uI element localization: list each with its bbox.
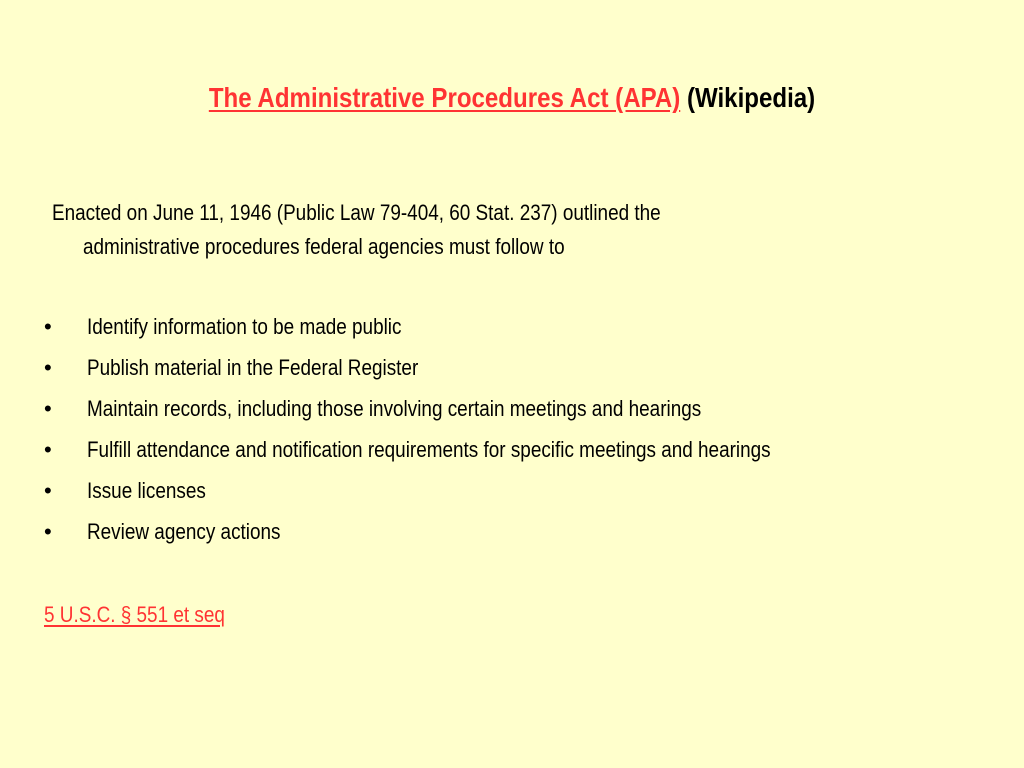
list-item-text: Maintain records, including those involving certain meetings and hearings xyxy=(87,396,702,421)
intro-line-2: administrative procedures federal agencies must follow to xyxy=(82,234,565,259)
apa-title-link[interactable]: The Administrative Procedures Act (APA) xyxy=(208,82,681,113)
wikipedia-label: (Wikipedia) xyxy=(686,82,816,113)
intro-paragraph xyxy=(52,196,952,264)
list-item xyxy=(44,392,1004,433)
list-item xyxy=(44,515,1004,556)
list-item-text: Identify information to be made public xyxy=(87,314,402,339)
bullet-icon: • xyxy=(44,519,52,544)
intro-line-1: Enacted on June 11, 1946 (Public Law 79-404, 60 Stat. 237) outlined the xyxy=(52,200,661,225)
procedures-list xyxy=(44,310,1004,556)
bullet-icon: • xyxy=(44,314,52,339)
list-item-text: Fulfill attendance and notification requirements for specific meetings and hearings xyxy=(87,437,771,462)
bullet-icon: • xyxy=(44,437,52,462)
bullet-icon: • xyxy=(44,396,52,421)
list-item xyxy=(44,310,1004,351)
list-item-text: Issue licenses xyxy=(87,478,206,503)
slide-title xyxy=(72,78,953,118)
list-item xyxy=(44,474,1004,515)
list-item xyxy=(44,433,1004,474)
bullet-icon: • xyxy=(44,355,52,380)
bullet-icon: • xyxy=(44,478,52,503)
list-item xyxy=(44,351,1004,392)
usc-citation-link[interactable]: 5 U.S.C. § 551 et seq xyxy=(44,602,225,627)
list-item-text: Publish material in the Federal Register xyxy=(87,355,419,380)
list-item-text: Review agency actions xyxy=(87,519,281,544)
